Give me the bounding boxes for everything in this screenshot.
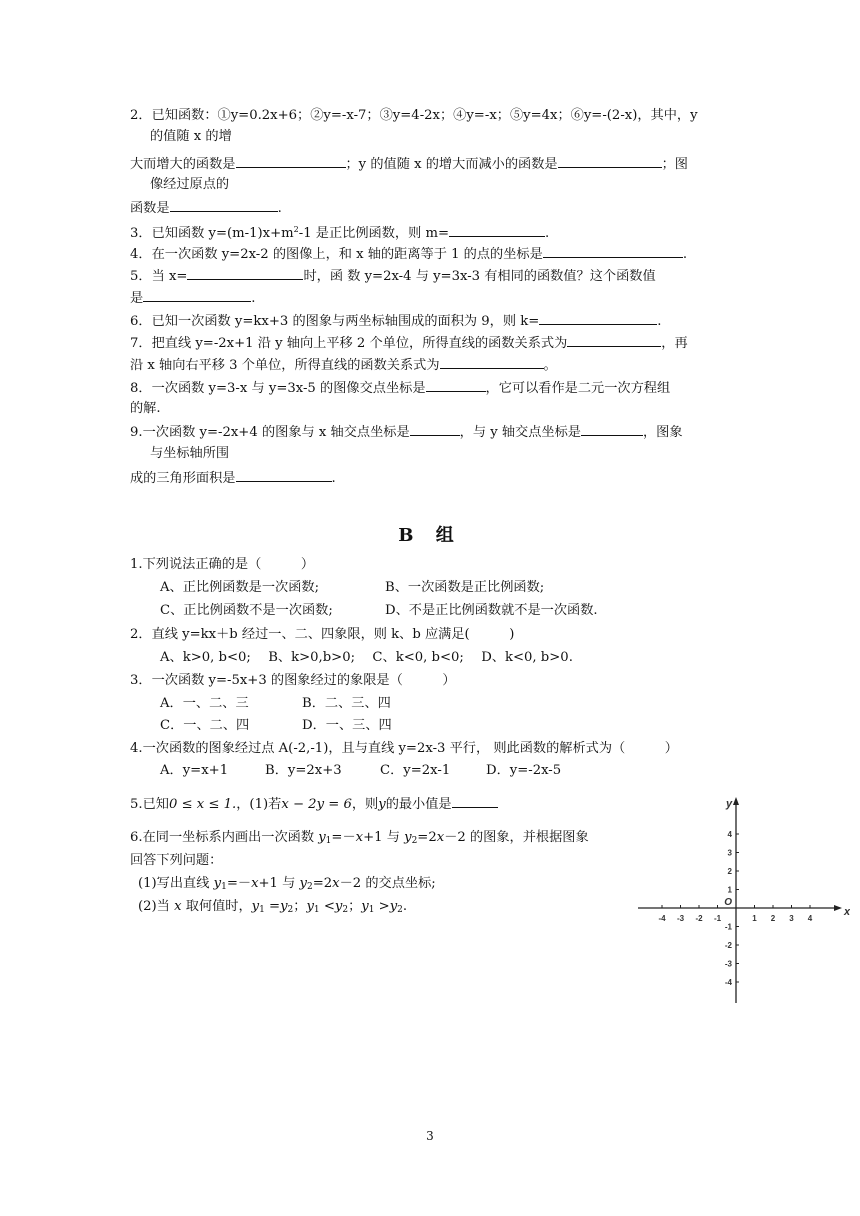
b-q6-text: >	[374, 899, 390, 914]
b-q4-option-b: B．y=2x+3	[265, 763, 342, 778]
b-q6-var: y	[251, 899, 260, 914]
a-q3-text: .	[545, 226, 550, 241]
x-axis-arrow-icon	[834, 905, 842, 911]
b-q6-var: y	[318, 830, 326, 845]
a-q9-text: 成的三角形面积是	[130, 471, 236, 486]
b-q6-text: =2	[312, 876, 333, 891]
a-q7-line1	[130, 332, 688, 354]
b-q6-var: y	[306, 899, 314, 914]
b-q6-text: =－	[331, 830, 356, 845]
answer-blank[interactable]	[581, 421, 643, 436]
b-q3-option-c: C．一、二、四	[160, 718, 250, 733]
b-q3-option-d: D．一、三、四	[302, 718, 392, 733]
b-q3-stem: 3．一次函数 y=-5x+3 的图象经过的象限是（ ）	[130, 673, 456, 688]
b-q6-sub: 2	[397, 905, 403, 915]
b-q4-stem: 4.一次函数的图象经过点 A(-2,-1)，且与直线 y=2x-3 平行， 则此函数的解析式为（ ）	[130, 741, 678, 756]
a-q5-line2	[130, 287, 255, 309]
b-q5-math: x − 2y = 6	[281, 797, 352, 812]
b-q6-text: +1 与	[363, 830, 405, 845]
x-tick-label: -3	[676, 914, 685, 923]
answer-blank[interactable]	[558, 153, 662, 168]
answer-blank[interactable]	[170, 197, 278, 212]
b-q6-part2	[138, 897, 407, 920]
a-q7-text: 。	[543, 358, 557, 373]
b-q6-var: y	[404, 830, 412, 845]
a-q7-text: 沿 x 轴向右平移 3 个单位，所得直线的函数关系式为	[130, 358, 440, 373]
y-axis-arrow-icon	[733, 797, 739, 805]
b-q6-sub: 1	[259, 905, 265, 915]
b-q3-option-a: A．一、二、三	[160, 696, 249, 711]
answer-blank[interactable]	[236, 467, 332, 482]
a-q2-text: 函数是	[130, 201, 170, 216]
y-tick-label: -4	[724, 978, 732, 987]
b-q6-sub: 1	[325, 836, 332, 846]
b-q2-stem: 2．直线 y=kx＋b 经过一、二、四象限，则 k、b 应满足( )	[130, 627, 515, 642]
b-q6-text: 6.在同一坐标系内画出一次函数	[130, 830, 319, 845]
b-q6-var: x	[251, 876, 259, 891]
b-q6-sub: 1	[221, 882, 227, 892]
y-tick-label: 4	[727, 830, 732, 839]
answer-blank[interactable]	[449, 222, 545, 237]
a-q5-text: 是	[130, 291, 144, 306]
a-q6	[130, 310, 661, 332]
b-q5-text: ，则	[351, 797, 379, 812]
a-q4-text: 4．在一次函数 y=2x-2 的图像上，和 x 轴的距离等于 1 的点的坐标是	[130, 247, 543, 262]
b-q6-part1	[138, 874, 436, 897]
section-heading-b: B 组	[398, 525, 462, 546]
b-q6-text: －2 的图象，并根据图象	[444, 830, 589, 845]
x-axis-label: x	[844, 906, 850, 918]
b-q5-text: 的最小值是	[385, 797, 452, 812]
a-q5-text: .	[251, 291, 256, 306]
b-q6-sub: 2	[306, 882, 313, 892]
a-q2-text: 大而增大的函数是	[130, 157, 236, 172]
b-q6-line1	[130, 828, 589, 851]
b-q6-text: (2)当	[138, 899, 175, 914]
answer-blank[interactable]	[426, 377, 486, 392]
x-tick-label: -2	[695, 914, 703, 923]
b-q5-text: ，(1)若	[236, 797, 282, 812]
answer-blank[interactable]	[440, 354, 544, 369]
b-q6-var: y	[280, 899, 288, 914]
b-q6-line2: 回答下列问题：	[130, 853, 223, 868]
a-q4	[130, 243, 687, 265]
b-q6-var: y	[389, 899, 398, 914]
a-q3-text: 3．已知函数 y=(m-1)x+m	[130, 226, 294, 241]
b-q6-var: y	[361, 899, 369, 914]
b-q1-option-a: A、正比例函数是一次函数;	[160, 580, 320, 595]
b-q6-var: x	[332, 876, 340, 891]
a-q8-text: 8．一次函数 y=3-x 与 y=3x-5 的图像交点坐标是	[130, 381, 426, 396]
b-q6-text: －2 的交点坐标;	[339, 876, 436, 891]
a-q2-text: .	[277, 201, 282, 216]
y-axis-label: y	[726, 798, 733, 810]
x-tick-label: -1	[713, 914, 722, 923]
coordinate-axes	[630, 795, 850, 1010]
b-q6-sub: 1	[313, 905, 320, 915]
a-q2-line5	[130, 197, 282, 219]
a-q7-text: 7．把直线 y=-2x+1 沿 y 轴向上平移 2 个单位，所得直线的函数关系式为	[130, 336, 568, 351]
a-q3-text: -1 是正比例函数，则 m=	[298, 226, 450, 241]
origin-label: O	[724, 897, 732, 908]
b-q6-var: y	[213, 876, 222, 891]
x-tick-label: 1	[752, 914, 757, 923]
b-q6-sub: 2	[411, 836, 418, 846]
b-q6-text: <	[319, 899, 335, 914]
a-q8-text: ，它可以看作是二元一次方程组	[485, 381, 671, 396]
a-q7-line2	[130, 354, 557, 376]
b-q6-var: y	[334, 899, 343, 914]
a-q9-text: ，与 y 轴交点坐标是	[459, 425, 581, 440]
b-q1-option-d: D、不是正比例函数就不是一次函数.	[385, 603, 598, 618]
answer-blank[interactable]	[143, 287, 251, 302]
a-q2-line4: 像经过原点的	[150, 177, 230, 192]
b-q1-option-c: C、正比例函数不是一次函数;	[160, 603, 333, 618]
b-q6-var: x	[355, 830, 364, 845]
a-q5-text: 5．当 x=	[130, 269, 188, 284]
answer-blank[interactable]	[567, 332, 661, 347]
b-q4-option-d: D．y=-2x-5	[486, 763, 562, 778]
b-q1-option-b: B、一次函数是正比例函数;	[385, 580, 545, 595]
a-q5-line1	[130, 265, 656, 287]
b-q6-var: y	[299, 876, 307, 891]
b-q6-sub: 2	[287, 905, 294, 915]
b-q6-text: ；	[348, 899, 362, 914]
b-q6-var: x	[436, 830, 445, 845]
answer-blank[interactable]	[452, 793, 498, 808]
b-q6-sub: 2	[342, 905, 349, 915]
a-q9-text: 9.一次函数 y=-2x+4 的图象与 x 轴交点坐标是	[130, 425, 410, 440]
a-q9-text: ，图象	[642, 425, 683, 440]
b-q6-var: x	[174, 899, 182, 914]
b-q5-math: y	[378, 797, 386, 812]
a-q2-line1: 2．已知函数：①y=0.2x+6；②y=-x-7；③y=4-2x；④y=-x；⑤y=4x；⑥y=-(2-x)，其中，y	[130, 108, 698, 123]
a-q9-line2: 与坐标轴所围	[150, 446, 230, 461]
a-q8-line2: 的解.	[130, 401, 161, 416]
b-q6-text: =－	[226, 876, 252, 891]
y-tick-label: 1	[727, 885, 732, 895]
b-q6-text: .	[402, 899, 408, 914]
a-q9-line3	[130, 467, 336, 489]
answer-blank[interactable]	[539, 310, 657, 325]
y-tick-label: 2	[727, 867, 732, 876]
b-q6-text: (1)写出直线	[138, 876, 214, 891]
y-tick-label: 3	[727, 848, 732, 858]
y-tick-label: -3	[724, 959, 732, 969]
a-q2-text: ；y 的值随 x 的增大而减小的函数是	[345, 157, 558, 172]
b-q6-sub: 1	[368, 905, 375, 915]
a-q3-sup: 2	[293, 225, 299, 234]
x-tick-label: 4	[807, 914, 813, 923]
b-q4-option-a: A．y=x+1	[160, 763, 229, 778]
b-q1-stem: 1.下列说法正确的是（ ）	[130, 557, 315, 572]
answer-blank[interactable]	[236, 153, 346, 168]
b-q6-text: 取何值时，	[181, 899, 252, 914]
b-q3-option-b: B．二、三、四	[302, 696, 391, 711]
b-q2-options: A、k>0, b<0; B、k>0,b>0; C、k<0, b<0; D、k<0, b>0.	[160, 650, 573, 665]
y-tick-label: -1	[724, 922, 732, 932]
a-q3	[130, 220, 549, 244]
a-q2-line2: 的值随 x 的增	[150, 129, 232, 144]
a-q8-line1	[130, 377, 670, 399]
a-q4-text: .	[682, 247, 688, 262]
b-q5	[130, 793, 498, 815]
b-q6-text: =	[264, 899, 281, 914]
answer-blank[interactable]	[410, 421, 460, 436]
a-q9-text: .	[331, 471, 336, 486]
x-tick-label: 2	[770, 914, 776, 923]
page-number: 3	[426, 1129, 434, 1143]
y-tick-label: -2	[724, 941, 732, 950]
a-q2-line3	[130, 153, 688, 175]
answer-blank[interactable]	[543, 243, 683, 258]
b-q6-text: +1 与	[258, 876, 300, 891]
a-q5-text: 时，函 数 y=2x-4 与 y=3x-3 有相同的函数值？这个函数值	[303, 269, 656, 284]
b-q6-text: ；	[293, 899, 307, 914]
a-q6-text: .	[657, 314, 662, 329]
a-q2-text: ；图	[661, 157, 688, 172]
a-q6-text: 6．已知一次函数 y=kx+3 的图象与两坐标轴围成的面积为 9，则 k=	[130, 314, 540, 329]
b-q4-option-c: C．y=2x-1	[380, 763, 451, 778]
x-tick-label: -4	[658, 914, 666, 923]
b-q5-math: 0 ≤ x ≤ 1.	[168, 797, 237, 812]
answer-blank[interactable]	[187, 265, 303, 280]
x-tick-label: 3	[789, 914, 794, 923]
a-q7-text: ，再	[661, 336, 688, 351]
b-q5-text: 5.已知	[130, 797, 169, 812]
a-q9-line1	[130, 421, 683, 443]
b-q6-text: =2	[417, 830, 437, 845]
